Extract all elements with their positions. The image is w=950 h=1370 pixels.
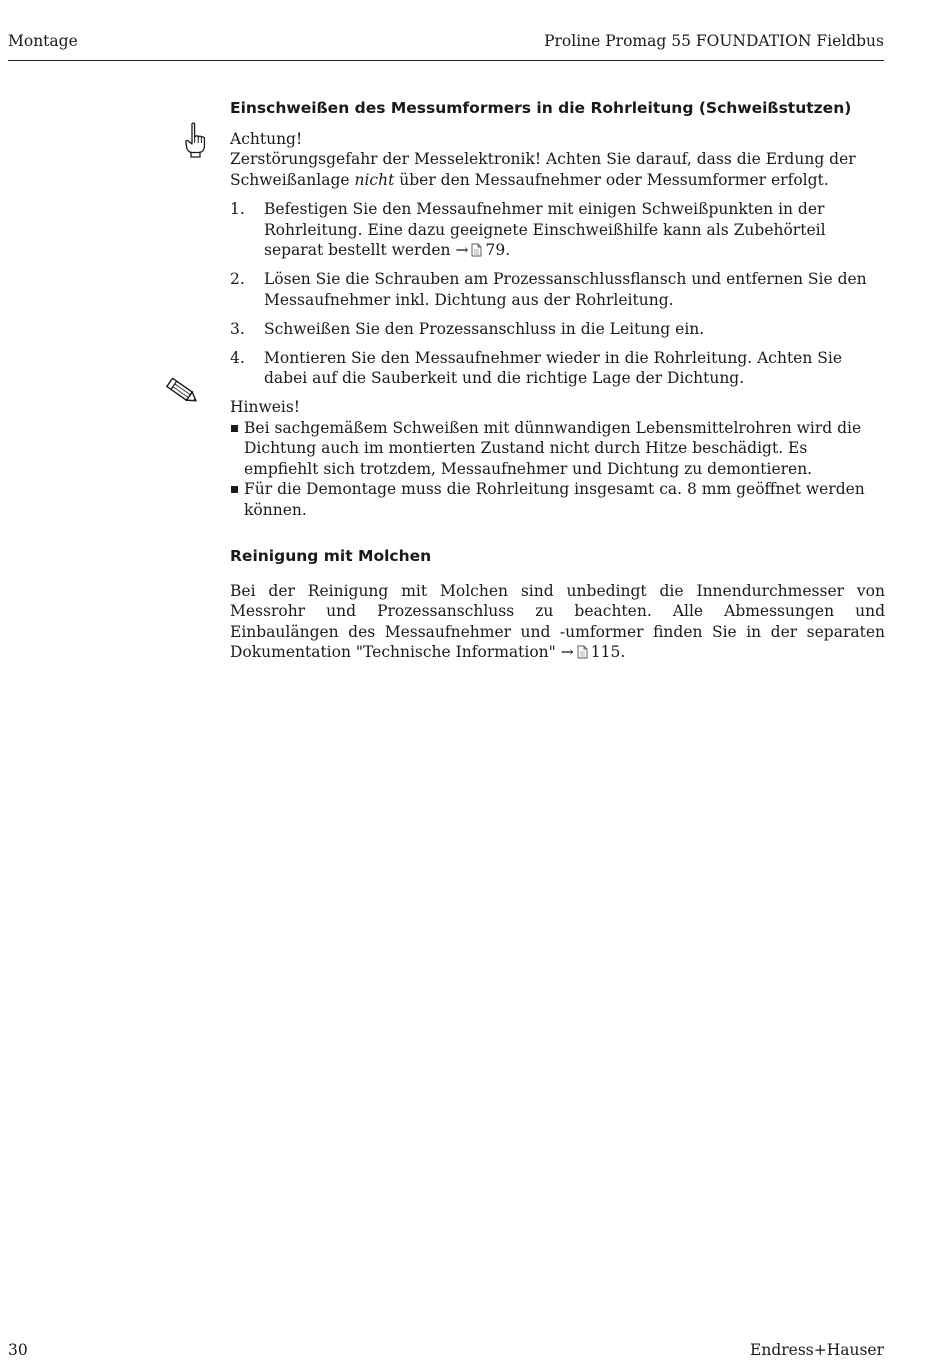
list-item (230, 479, 885, 520)
section-heading-cleaning: Reinigung mit Molchen (230, 547, 432, 565)
list-item (230, 418, 885, 480)
section-heading: Einschweißen des Messumformers in die Rohrleitung (Schweißstutzen) (230, 99, 852, 117)
caution-text-before: Zerstörungsgefahr der Messelektronik! Achten Sie darauf, dass die Erdung der Schweißanlage (230, 150, 856, 189)
bullet-square-icon (231, 425, 238, 432)
page-number: 30 (8, 1341, 28, 1359)
caution-text-after: über den Messaufnehmer oder Messumformer erfolgt. (394, 170, 829, 189)
step-number: 2. (230, 270, 245, 288)
header-section-title: Montage (8, 32, 78, 50)
step-number: 4. (230, 348, 245, 367)
caution-text (230, 149, 885, 190)
pencil-icon (163, 376, 201, 406)
cleaning-paragraph (230, 581, 885, 663)
bullet-square-icon (231, 486, 238, 493)
footer-brand: Endress+Hauser (750, 1341, 884, 1359)
note-label: Hinweis! (230, 398, 301, 416)
page-reference-link[interactable]: 79. (485, 241, 511, 259)
main-content (230, 98, 885, 663)
caution-block (230, 129, 885, 191)
header-divider (8, 60, 884, 61)
header-product-title: Proline Promag 55 FOUNDATION Fieldbus (544, 32, 884, 50)
bullet-text: Für die Demontage muss die Rohrleitung insgesamt ca. 8 mm geöffnet werden können. (244, 480, 865, 519)
note-block (230, 397, 885, 520)
step-text: Montieren Sie den Messaufnehmer wieder in die Rohrleitung. Achten Sie dabei auf die Sauberkeit und die richtige Lage der Dichtung. (264, 348, 843, 387)
step-text: Befestigen Sie den Messaufnehmer mit einigen Schweißpunkten in der Rohrleitung. Eine dazu geeignete Einschweißhilfe kann als Zubehörteil separat bestellt werden (264, 200, 826, 259)
bullet-text: Bei sachgemäßem Schweißen mit dünnwandigen Lebensmittelrohren wird die Dichtung auch im montierten Zustand nicht durch Hitze beschädigt. Es empfiehlt sich trotzdem, Messaufnehmer und Dichtung zu demontieren. (244, 418, 862, 478)
step-number: 3. (230, 319, 245, 338)
page-icon (471, 243, 482, 257)
page-icon (577, 645, 588, 659)
list-item (230, 269, 885, 310)
paragraph-text: Bei der Reinigung mit Molchen sind unbedingt die Innendurchmesser von Messrohr und Prozessanschluss zu beachten. Alle Abmessungen und Einbaulängen des Messaufnehmer und -umformer finden Sie in der separaten Dokumentation "Technische Information" (230, 581, 885, 661)
arrow-glyph: → (560, 643, 574, 661)
list-item (230, 319, 885, 340)
step-text: Lösen Sie die Schrauben am Prozessanschlussflansch und entfernen Sie den Messaufnehmer inkl. Dichtung aus der Rohrleitung. (264, 270, 867, 309)
note-bullets (230, 418, 885, 521)
caution-label: Achtung! (230, 129, 303, 148)
instruction-steps (230, 199, 885, 389)
list-item (230, 348, 885, 389)
caution-emphasis: nicht (354, 170, 395, 189)
arrow-glyph: → (455, 241, 469, 259)
pointing-hand-icon (182, 122, 208, 158)
step-number: 1. (230, 200, 245, 218)
list-item (230, 199, 885, 261)
step-text: Schweißen Sie den Prozessanschluss in die Leitung ein. (264, 319, 705, 338)
page-reference-link[interactable]: 115. (590, 643, 626, 661)
